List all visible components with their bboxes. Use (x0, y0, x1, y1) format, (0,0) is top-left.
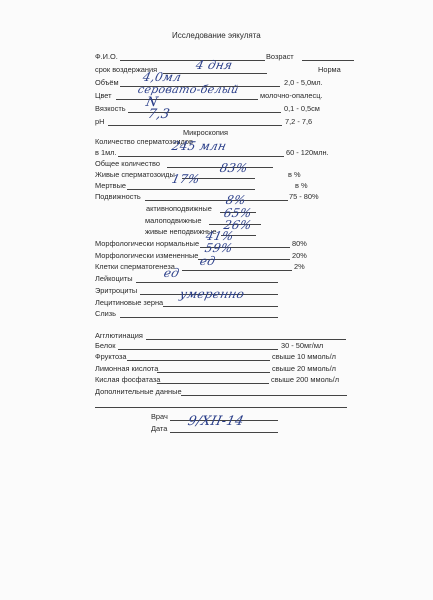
sperm-count-norm: 60 - 120млн. (286, 148, 329, 157)
ph-label: pH (95, 117, 105, 126)
page-title: Исследование эякулята (172, 31, 261, 40)
fio-line (120, 60, 265, 61)
morph-normal-label: Морфологически нормальные (95, 239, 200, 248)
norm-label: Норма (318, 65, 341, 74)
phosphatase-label: Кислая фосфатаза (95, 375, 161, 384)
protein-label: Белок (95, 341, 116, 350)
active-motile-label: активноподвижные (146, 204, 212, 213)
alive-label: Живые сперматозоиды (95, 170, 175, 179)
additional-data-label: Дополнительные данные (95, 387, 182, 396)
volume-label: Объём (95, 78, 119, 87)
color-label: Цвет (95, 91, 112, 100)
additional-data-line (181, 395, 347, 396)
protein-line (118, 349, 278, 350)
phosphatase-norm: свыше 200 ммоль/л (271, 375, 340, 384)
ph-norm: 7,2 - 7,6 (285, 117, 313, 126)
motility-norm: 75 - 80% (289, 192, 319, 201)
doctor-label: Врач (151, 412, 168, 421)
date-label: Дата (151, 424, 168, 433)
spermatogenesis-line (182, 270, 292, 271)
fructose-line (127, 360, 270, 361)
citric-acid-label: Лимонная кислота (95, 364, 159, 373)
morph-changed-norm: 20% (292, 251, 307, 260)
motility-line (145, 200, 288, 201)
morph-changed-label: Морфологически измененные (95, 251, 199, 260)
lecithin-line (163, 306, 278, 307)
additional-data-line-2 (95, 407, 347, 408)
sperm-count-unit-label: в 1мл. (95, 148, 117, 157)
spermatogenesis-norm: 2% (294, 262, 305, 271)
lecithin-label: Лецитиновые зерна (95, 298, 164, 307)
dead-unit: в % (295, 181, 308, 190)
active-motile-value: 8% (224, 193, 248, 207)
sperm-count-label: Количество сперматозоидов (95, 137, 193, 146)
spermatogenesis-value: ед (198, 254, 217, 268)
volume-norm: 2,0 - 5,0мл. (284, 78, 323, 87)
weak-motile-label: малоподвижные (145, 216, 202, 225)
alive-value: 83% (218, 161, 250, 175)
total-count-label: Общее количество (95, 159, 160, 168)
fructose-norm: свыше 10 ммоль/л (272, 352, 336, 361)
protein-norm: 30 - 50мг/мл (281, 341, 324, 350)
leukocytes-line (136, 282, 278, 283)
dead-label: Мертвые (95, 181, 127, 190)
spermatogenesis-label: Клетки сперматогенеза (95, 262, 175, 271)
morph-normal-value: 41% (204, 229, 236, 243)
morph-changed-value: 59% (203, 241, 235, 255)
fio-label: Ф.И.О. (95, 52, 118, 61)
viscosity-value: N (144, 95, 160, 110)
ph-line (108, 125, 282, 126)
immotile-label: живые неподвижные (145, 227, 217, 236)
mucus-label: Слизь (95, 309, 117, 318)
abstinence-label: срок воздержания (95, 65, 158, 74)
mucus-line (120, 317, 278, 318)
age-label: Возраст (266, 52, 294, 61)
abstinence-value: 4 дня (194, 58, 234, 72)
ph-value: 7,3 (146, 107, 172, 122)
date-line (170, 432, 278, 433)
dead-line (127, 189, 255, 190)
morph-normal-norm: 80% (292, 239, 307, 248)
erythrocytes-label: Эритроциты (95, 286, 138, 295)
volume-value: 4,0мл (141, 70, 183, 84)
weak-motile-value: 65% (222, 206, 254, 220)
color-line (116, 99, 258, 100)
immotile-value: 26% (222, 218, 254, 232)
viscosity-norm: 0,1 - 0,5см (284, 104, 320, 113)
agglutination-line (146, 339, 346, 340)
citric-acid-line (157, 372, 270, 373)
sperm-count-value: 245 млн (170, 139, 228, 153)
leukocytes-label: Лейкоциты (95, 274, 133, 283)
microscopy-section-label: Микроскопия (183, 128, 228, 137)
viscosity-label: Вязкость (95, 104, 126, 113)
citric-acid-norm: свыше 20 ммоль/л (272, 364, 336, 373)
leukocytes-value: ед (162, 266, 181, 280)
age-line (302, 60, 354, 61)
color-norm: молочно-опалесц. (260, 91, 323, 100)
date-value: 9/XII-14 (186, 414, 246, 429)
fructose-label: Фруктоза (95, 352, 127, 361)
phosphatase-line (157, 383, 269, 384)
color-value: серовато-белый (136, 83, 240, 96)
alive-unit: в % (288, 170, 301, 179)
sperm-count-line (118, 156, 284, 157)
agglutination-label: Агглютинация (95, 331, 143, 340)
motility-label: Подвижность (95, 192, 141, 201)
dead-value: 17% (170, 172, 202, 186)
lecithin-value: умеренно (178, 287, 246, 301)
